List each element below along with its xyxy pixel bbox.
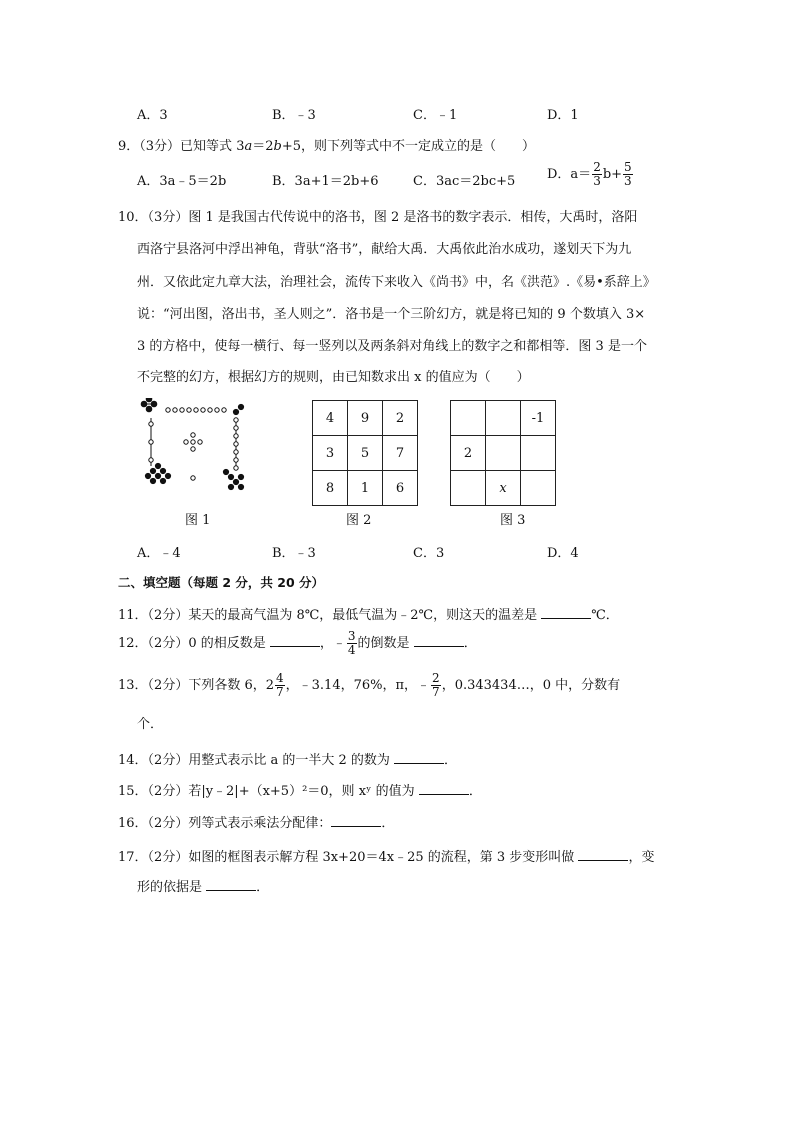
fig3-cell	[451, 471, 486, 506]
q9-option-b: B．3a+1＝2b+6	[272, 174, 379, 189]
q9-option-a: A．3a﹣5＝2b	[137, 174, 227, 189]
q10-line-3: 州．又依此定九章大法，治理社会，流传下来收入《尚书》中，名《洪范》.《易•系辞上》	[137, 275, 656, 290]
fig3-cell	[486, 436, 521, 471]
q16: 16．（2分）列等式表示乘法分配律： ．	[118, 816, 395, 831]
q12: 12．（2分）0 的相反数是 ，﹣ $\frac{3}{4}$ 的倒数是 ．	[118, 629, 477, 657]
fig2-cell: 6	[383, 471, 418, 506]
fig3-cell: -1	[521, 401, 556, 436]
q9-option-d: D．a＝ $\frac{2}{3}$ b+ $\frac{5}{3}$	[547, 160, 632, 188]
q8-option-d: D．1	[547, 108, 579, 123]
q12-blank-2[interactable]	[414, 635, 464, 647]
fig3-cell	[486, 401, 521, 436]
q10-line-4: 说：“河出图，洛出书，圣人则之”．洛书是一个三阶幻方，就是将已知的 9 个数填入 3×	[137, 307, 646, 322]
fig2-cell: 1	[348, 471, 383, 506]
q11: 11．（2分）某天的最高气温为 8℃，最低气温为﹣2℃，则这天的温差是 ℃．	[118, 608, 619, 623]
q17-blank-1[interactable]	[578, 849, 628, 861]
q14-blank[interactable]	[394, 752, 444, 764]
q17: 17．（2分）如图的框图表示解方程 3x+20＝4x﹣25 的流程，第 3 步变形叫做 ，变	[118, 850, 655, 865]
q10-option-d: D．4	[547, 546, 579, 561]
fig3-cell-x: x	[486, 471, 521, 506]
figure-3-caption: 图 3	[500, 513, 526, 528]
q13: 13．（2分）下列各数 6，2 $\frac{4}{7}$ ，﹣3.14，76%，π，﹣ $\frac{2}{7}$ ，0.343434…，0 中，分数有	[118, 671, 621, 699]
q8-option-b: B．﹣3	[272, 108, 316, 123]
fig3-cell	[521, 471, 556, 506]
q10-option-b: B．﹣3	[272, 546, 316, 561]
q17-blank-2[interactable]	[206, 879, 256, 891]
figure-1-caption: 图 1	[185, 513, 211, 528]
fig3-cell	[521, 436, 556, 471]
fig2-cell: 9	[348, 401, 383, 436]
q8-option-c: C．﹣1	[413, 108, 458, 123]
q12-blank-1[interactable]	[270, 635, 320, 647]
q15: 15．（2分）若|y﹣2|+（x+5）²＝0，则 xʸ 的值为 ．	[118, 784, 482, 799]
q10-line-6: 不完整的幻方，根据幻方的规则，由已知数求出 x 的值应为（ ）	[137, 370, 530, 385]
figure-1-luoshu-diagram	[138, 398, 250, 494]
fig2-cell: 8	[313, 471, 348, 506]
fig3-cell	[451, 401, 486, 436]
q10-line-5: 3 的方格中，使每一横行、每一竖列以及两条斜对角线上的数字之和都相等．图 3 是一个	[137, 339, 647, 354]
q16-blank[interactable]	[331, 815, 381, 827]
fig2-cell: 4	[313, 401, 348, 436]
q9-stem: 9．（3分）已知等式 3a＝2b+5，则下列等式中不一定成立的是（ ）	[118, 139, 536, 154]
fig2-cell: 7	[383, 436, 418, 471]
q10-line-2: 西洛宁县洛河中浮出神龟，背驮“洛书”，献给大禹．大禹依此治水成功，遂划天下为九	[137, 242, 632, 257]
q10-line-1: 10．（3分）图 1 是我国古代传说中的洛书，图 2 是洛书的数字表示．相传，大禹时，洛阳	[118, 210, 638, 225]
q14: 14．（2分）用整式表示比 a 的一半大 2 的数为 ．	[118, 753, 458, 768]
fig3-cell: 2	[451, 436, 486, 471]
fig2-cell: 2	[383, 401, 418, 436]
q9-option-c: C．3ac＝2bc+5	[413, 174, 516, 189]
fig2-cell: 3	[313, 436, 348, 471]
figure-2-magic-square	[312, 400, 418, 506]
q13-line-2: 个．	[137, 717, 164, 732]
q10-option-a: A．﹣4	[137, 546, 181, 561]
figure-3-incomplete-magic-square	[450, 400, 556, 506]
q10-option-c: C．3	[413, 546, 445, 561]
q17-line-2: 形的依据是 ．	[137, 880, 270, 895]
q8-option-a: A．3	[137, 108, 168, 123]
fig2-cell: 5	[348, 436, 383, 471]
figure-2-caption: 图 2	[346, 513, 372, 528]
q15-blank[interactable]	[419, 783, 469, 795]
q11-blank[interactable]	[541, 607, 591, 619]
section-2-heading: 二、填空题（每题 2 分，共 20 分）	[118, 575, 325, 590]
